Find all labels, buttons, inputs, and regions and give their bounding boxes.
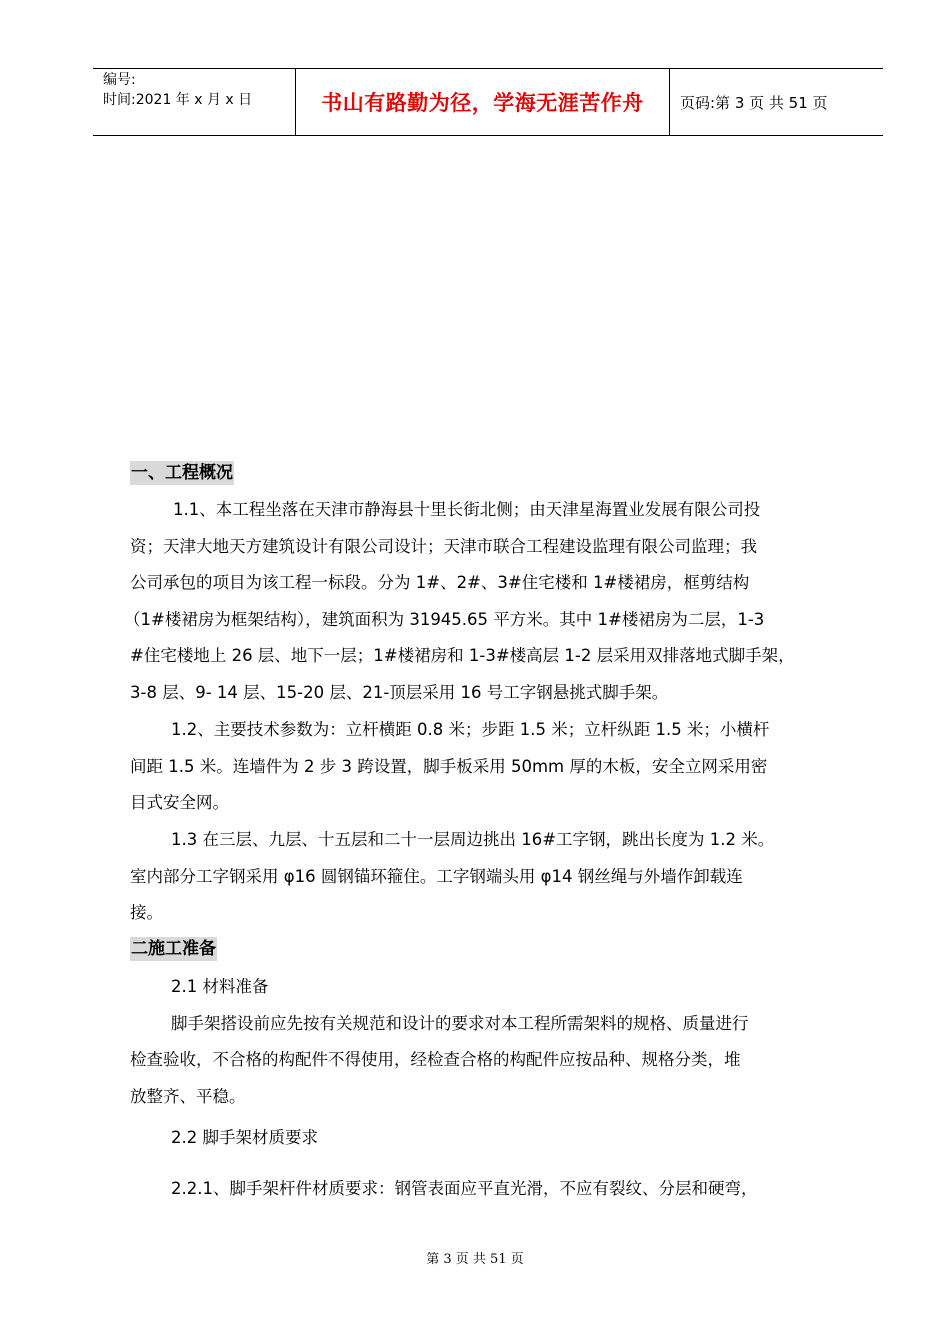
paragraph-line: 检查验收，不合格的构配件不得使用，经检查合格的构配件应按品种、规格分类，堆	[130, 1050, 741, 1069]
paragraph-line: （1#楼裙房为框架结构），建筑面积为 31945.65 平方米。其中 1#楼裙房为二层，1-3	[124, 610, 765, 629]
time-label: 时间:2021 年 x 月 x 日	[103, 92, 253, 108]
subsection-title: 2.2 脚手架材质要求	[171, 1128, 318, 1147]
paragraph-line: 接。	[130, 903, 163, 922]
paragraph-line: 1.3 在三层、九层、十五层和二十一层周边挑出 16#工字钢，跳出长度为 1.2 米。	[171, 830, 775, 849]
paragraph-line: 目式安全网。	[130, 793, 229, 812]
paragraph-line: #住宅楼地上 26 层、地下一层；1#楼裙房和 1-3#楼高层 1-2 层采用双排落地式脚手架，	[130, 646, 795, 665]
motto-text: 书山有路勤为径，学海无涯苦作舟	[321, 91, 644, 115]
header-meta-cell	[93, 69, 296, 135]
subsection-title: 2.1 材料准备	[171, 977, 269, 996]
paragraph-line: 公司承包的项目为该工程一标段。分为 1#、2#、3#住宅楼和 1#楼裙房，框剪结构	[130, 573, 750, 592]
page-label: 页码:第 3 页 共 51 页	[680, 93, 828, 112]
header-table	[93, 68, 883, 136]
paragraph-line: 1.1、本工程坐落在天津市静海县十里长街北侧；由天津星海置业发展有限公司投	[173, 500, 761, 519]
paragraph-line: 1.2、主要技术参数为：立杆横距 0.8 米；步距 1.5 米；立杆纵距 1.5 米；小横杆	[171, 720, 770, 739]
section-heading-preparation: 二施工准备	[131, 939, 216, 959]
paragraph-line: 室内部分工字钢采用 φ16 圆钢锚环箍住。工字钢端头用 φ14 钢丝绳与外墙作卸载连	[130, 867, 743, 886]
paragraph-line: 放整齐、平稳。	[130, 1087, 246, 1106]
header-motto-cell	[296, 69, 670, 135]
header-page-cell	[670, 69, 883, 135]
paragraph-line: 2.2.1、脚手架杆件材质要求：钢管表面应平直光滑，不应有裂纹、分层和硬弯，	[171, 1179, 758, 1198]
paragraph-line: 间距 1.5 米。连墙件为 2 步 3 跨设置，脚手板采用 50mm 厚的木板，安全立网采用密	[130, 757, 768, 776]
paragraph-line: 3-8 层、9- 14 层、15-20 层、21-顶层采用 16 号工字钢悬挑式脚手架。	[130, 683, 669, 702]
page-footer: 第 3 页 共 51 页	[426, 1252, 524, 1267]
paragraph-line: 资；天津大地天方建筑设计有限公司设计；天津市联合工程建设监理有限公司监理；我	[130, 537, 757, 556]
section-heading-overview: 一、工程概况	[131, 463, 233, 483]
number-label: 编号:	[103, 72, 136, 88]
paragraph-line: 脚手架搭设前应先按有关规范和设计的要求对本工程所需架料的规格、质量进行	[171, 1014, 749, 1033]
